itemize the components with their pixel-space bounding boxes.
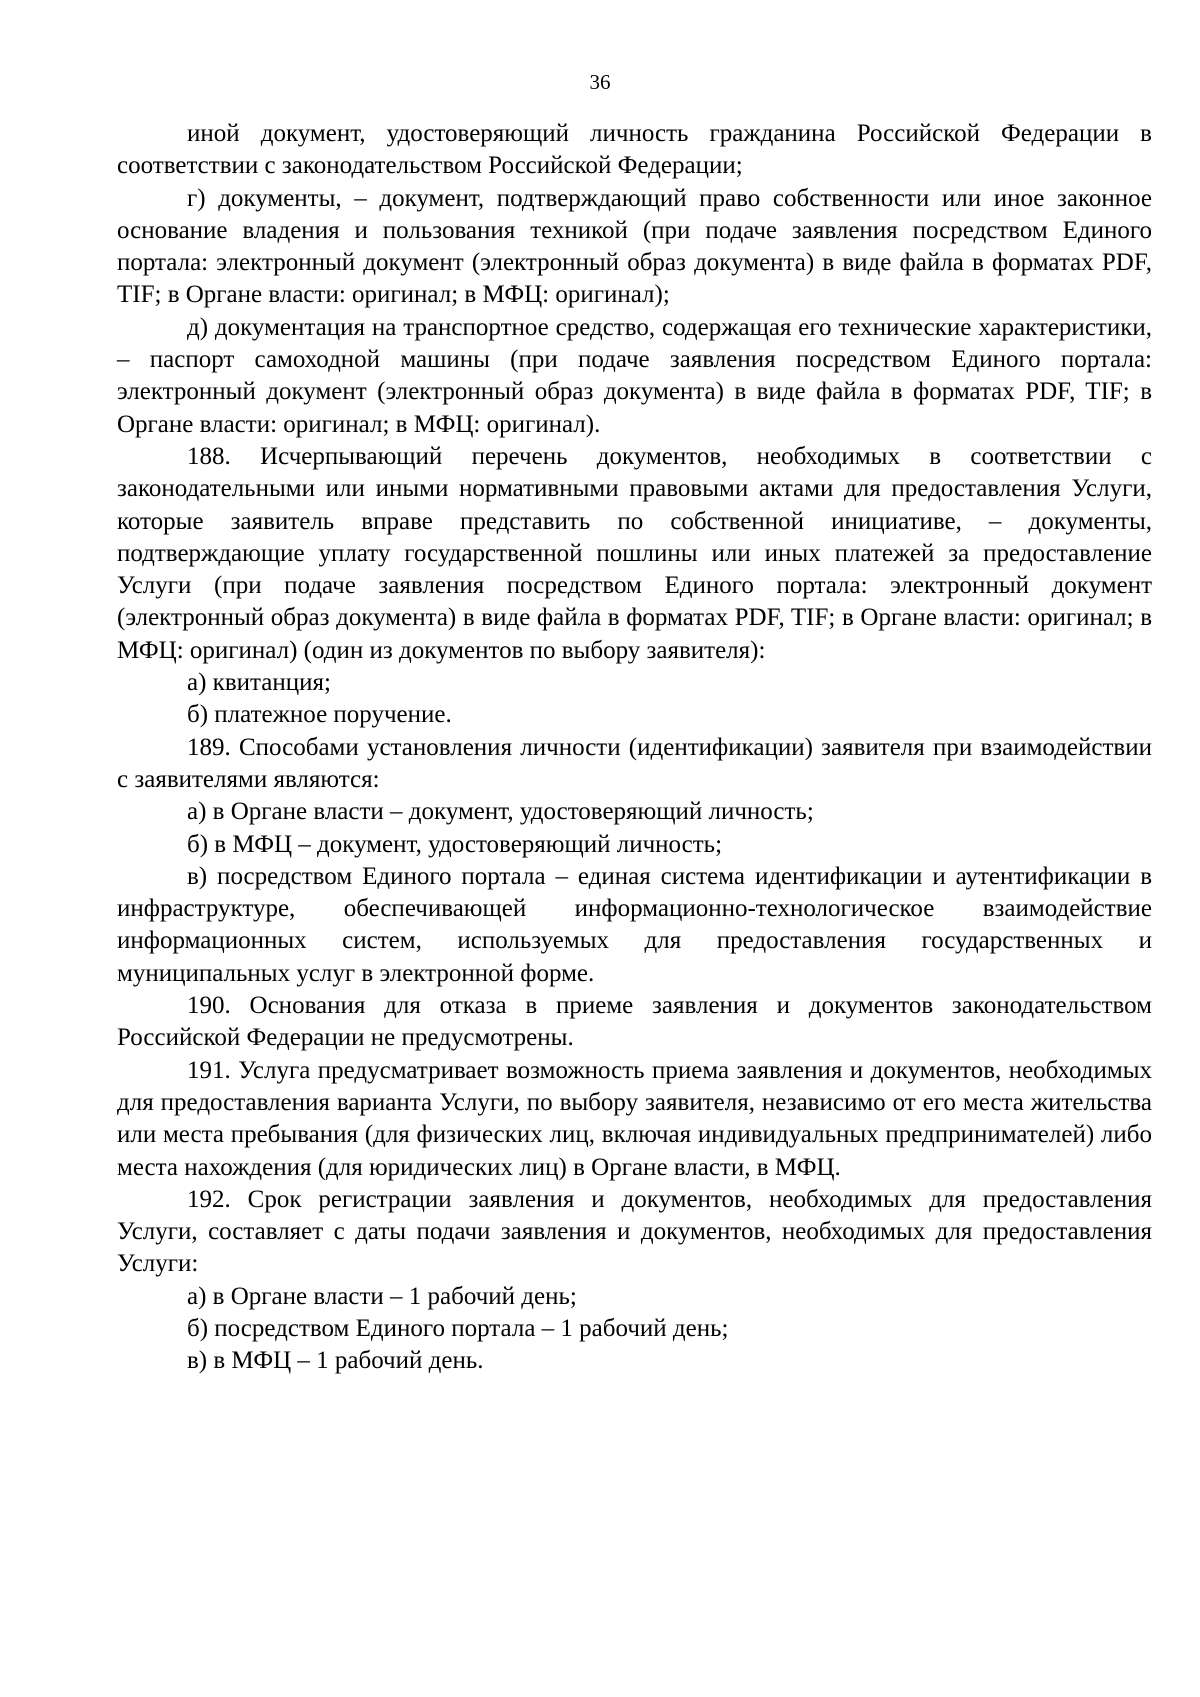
paragraph-189-item-v: в) посредством Единого портала – единая система идентификации и аутентификации в инфраструктуре, обеспечивающей информационно-технологическое взаимодействие информационных систем, используемых для предоставления государственных и муниципальных услуг в электронной форме. — [117, 862, 1152, 987]
paragraph-189-item-b: б) в МФЦ – документ, удостоверяющий личность; — [187, 830, 723, 858]
paragraph-192-item-b: б) посредством Единого портала – 1 рабочий день; — [187, 1314, 729, 1342]
paragraph-188-item-a: а) квитанция; — [187, 669, 331, 697]
paragraph-192-item-v: в) в МФЦ – 1 рабочий день. — [187, 1347, 484, 1375]
paragraph-192-item-a: а) в Органе власти – 1 рабочий день; — [187, 1282, 577, 1310]
paragraph-191: 191. Услуга предусматривает возможность приема заявления и документов, необходимых для предоставления варианта Услуги, по выбору заявителя, независимо от его места жительства или места пребывания (для физических лиц, включая индивидуальных предпринимателей) либо места нахождения (для юридических лиц) в Органе власти, в МФЦ. — [117, 1056, 1152, 1181]
body-text — [117, 118, 1152, 1378]
paragraph-id-document-continuation: иной документ, удостоверяющий личность гражданина Российской Федерации в соответствии с законодательством Российской Федерации; — [117, 120, 1152, 180]
paragraph-192: 192. Срок регистрации заявления и документов, необходимых для предоставления Услуги, составляет с даты подачи заявления и документов, необходимых для предоставления Услуги: — [117, 1185, 1152, 1278]
paragraph-188-item-b: б) платежное поручение. — [187, 701, 452, 729]
paragraph-190: 190. Основания для отказа в приеме заявления и документов законодательством Российской Федерации не предусмотрены. — [117, 992, 1152, 1052]
paragraph-item-d-vehicle-documentation: д) документация на транспортное средство, содержащая его технические характеристики, – паспорт самоходной машины (при подаче заявления посредством Единого портала: электронный документ (электронный образ документа) в виде файла в форматах PDF, TIF; в Органе власти: оригинал; в МФЦ: оригинал). — [117, 313, 1152, 438]
page-number: 36 — [589, 70, 611, 94]
paragraph-189: 189. Способами установления личности (идентификации) заявителя при взаимодействии с заявителями являются: — [117, 733, 1152, 793]
paragraph-188: 188. Исчерпывающий перечень документов, необходимых в соответствии с законодательными или иными нормативными правовыми актами для предоставления Услуги, которые заявитель вправе представить по собственной инициативе, – документы, подтверждающие уплату государственной пошлины или иных платежей за предоставление Услуги (при подаче заявления посредством Единого портала: электронный документ (электронный образ документа) в виде файла в форматах PDF, TIF; в Органе власти: оригинал; в МФЦ: оригинал) (один из документов по выбору заявителя): — [117, 442, 1152, 664]
paragraph-item-g-ownership-documents: г) документы, – документ, подтверждающий право собственности или иное законное основание владения и пользования техникой (при подаче заявления посредством Единого портала: электронный документ (электронный образ документа) в виде файла в форматах PDF, TIF; в Органе власти: оригинал; в МФЦ: оригинал); — [117, 184, 1152, 309]
paragraph-189-item-a: а) в Органе власти – документ, удостоверяющий личность; — [187, 798, 814, 826]
